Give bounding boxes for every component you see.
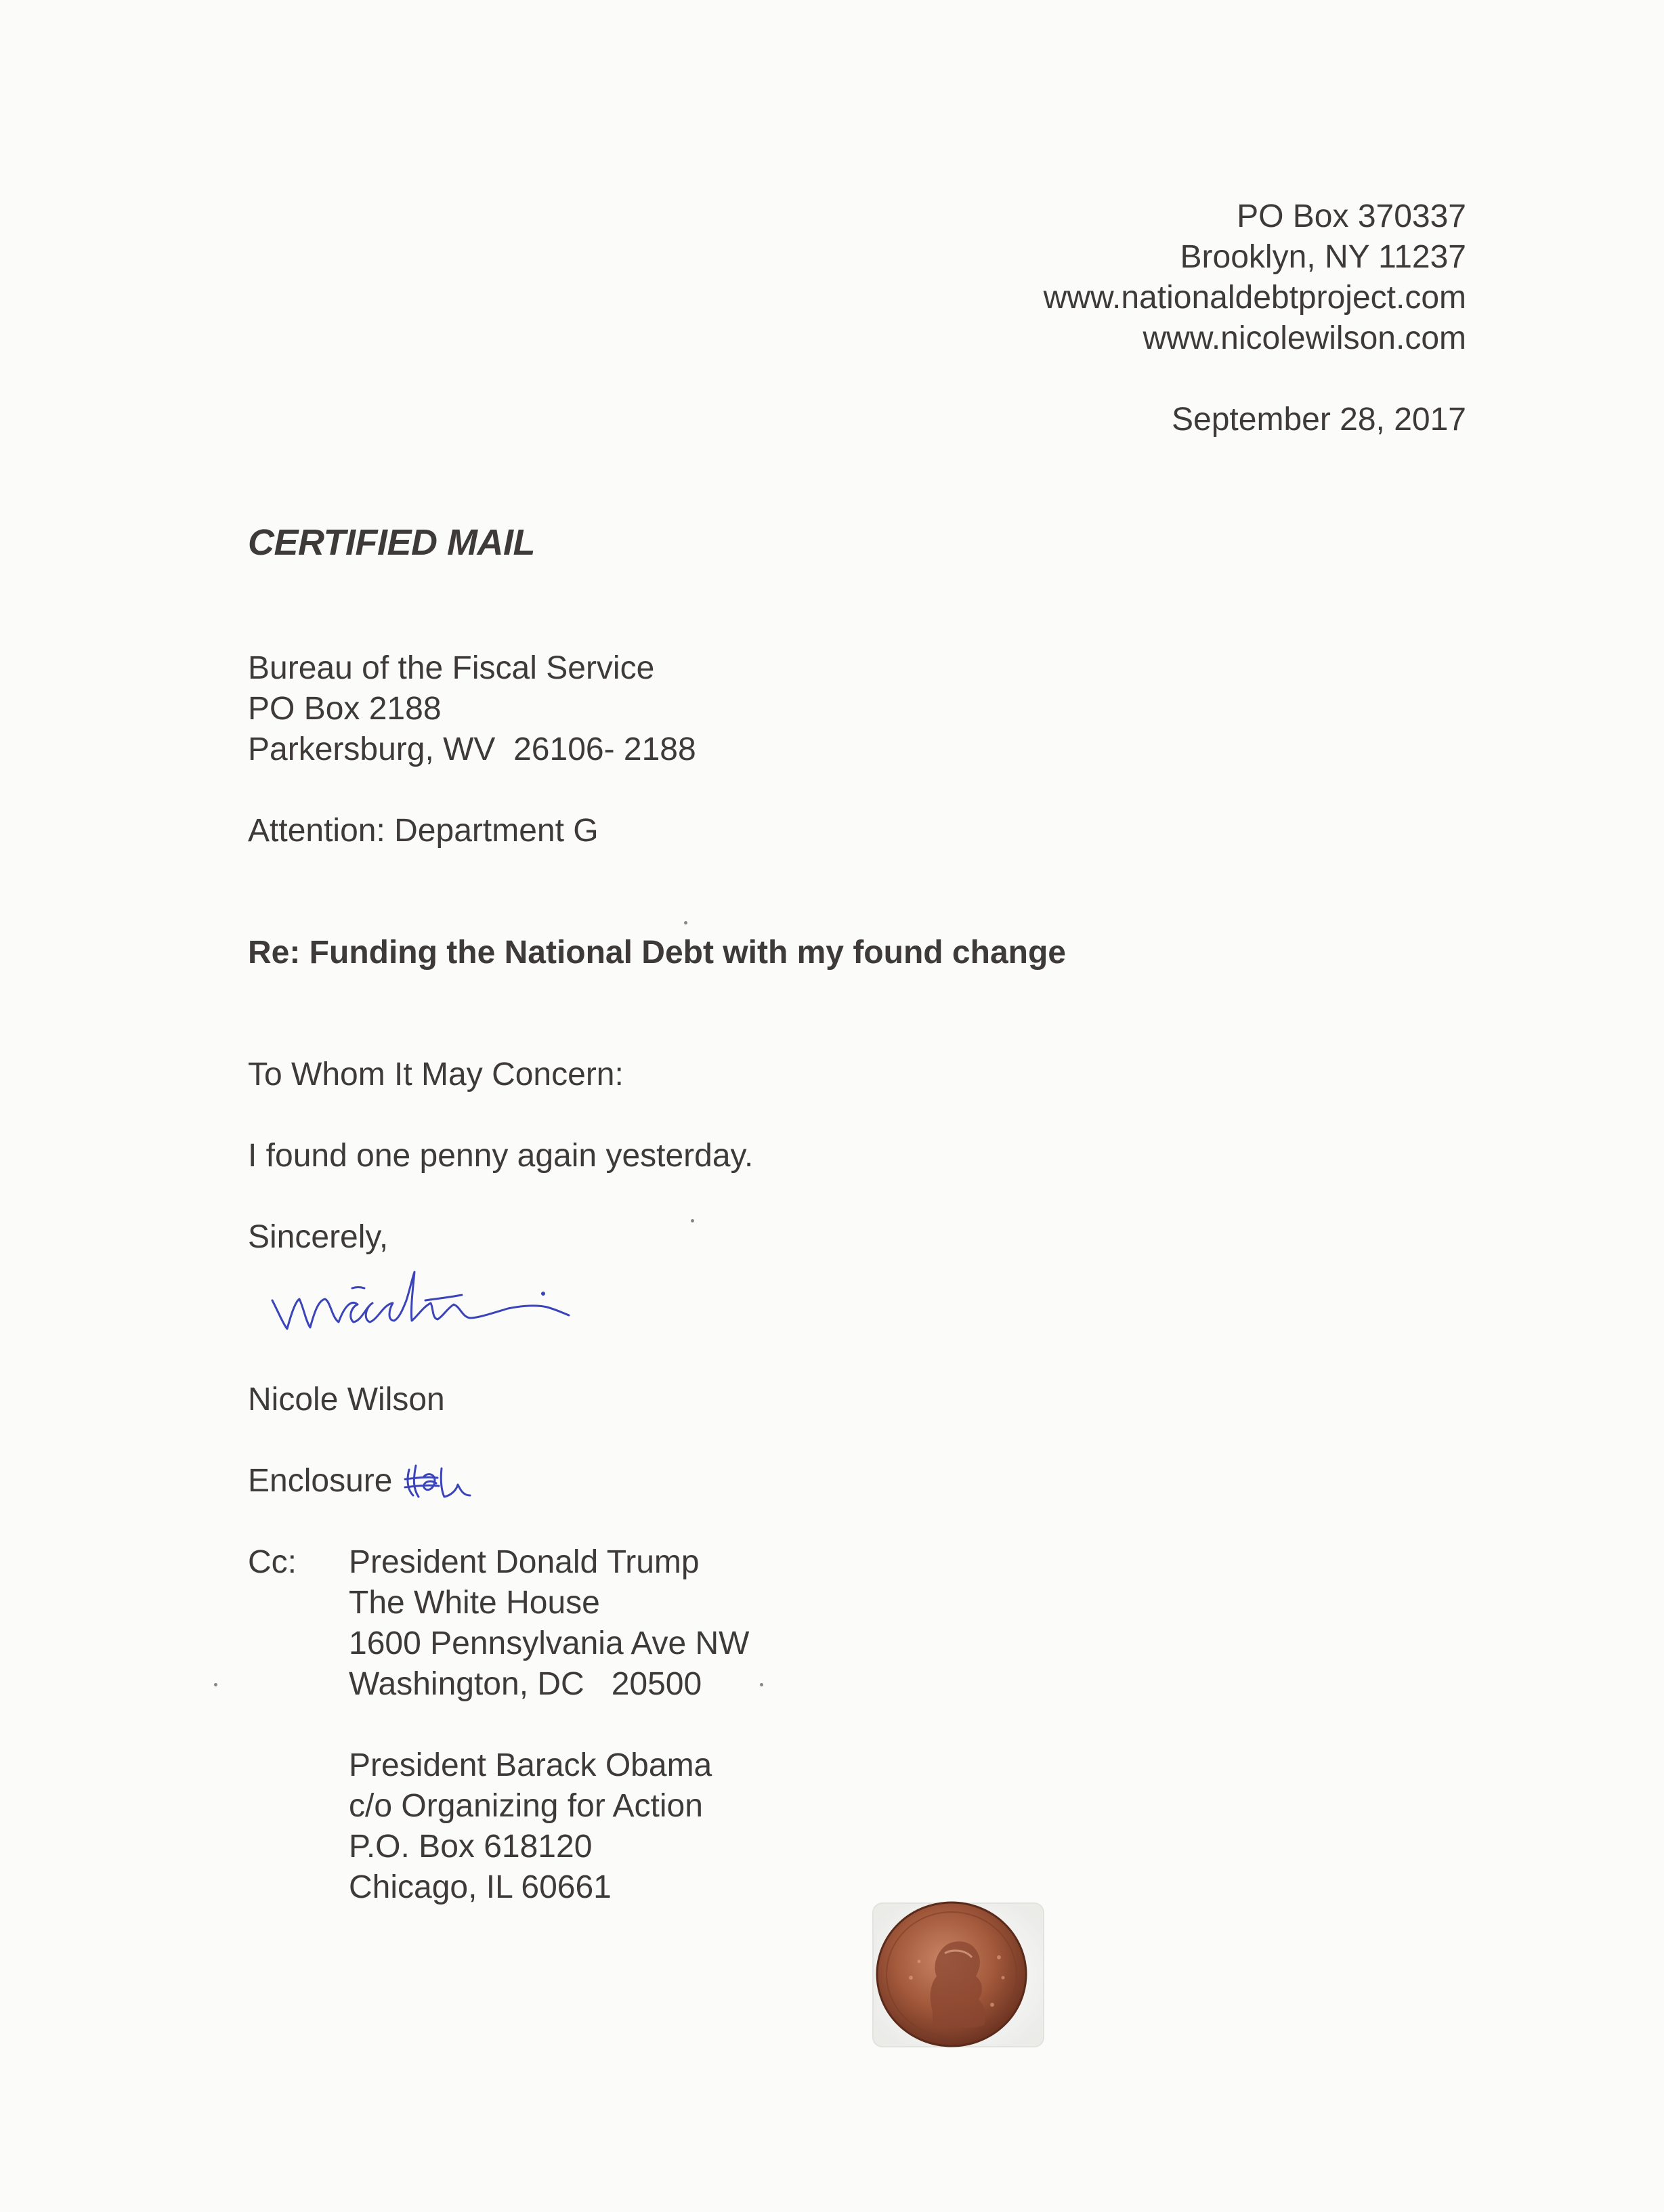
letter-date: September 28, 2017 [1172, 402, 1466, 438]
attention-line: Attention: Department G [248, 813, 599, 849]
paper-speck [760, 1683, 763, 1686]
sender-address-line1: PO Box 370337 [1237, 198, 1466, 234]
letter-body: I found one penny again yesterday. [248, 1138, 754, 1174]
enclosure-line: Enclosure [248, 1463, 393, 1499]
cc-recipient-1 [349, 1542, 749, 1705]
handwritten-signature [264, 1260, 684, 1361]
sender-website-1: www.nationaldebtproject.com [1043, 280, 1466, 316]
cc-recipient-1-line4: Washington, DC 20500 [349, 1666, 702, 1702]
penny-coin-image [870, 1896, 1046, 2052]
cc-recipient-1-line1: President Donald Trump [349, 1544, 700, 1580]
sender-website-2: www.nicolewilson.com [1143, 320, 1466, 356]
certified-mail-heading: CERTIFIED MAIL [248, 522, 535, 563]
recipient-address-block [248, 648, 696, 770]
cc-recipient-1-line2: The White House [349, 1585, 600, 1621]
paper-speck [691, 1219, 694, 1222]
cc-recipient-1-line3: 1600 Pennsylvania Ave NW [349, 1625, 750, 1661]
cc-recipient-2-line2: c/o Organizing for Action [349, 1788, 703, 1824]
enclosure-ink-scribble [404, 1456, 478, 1504]
paper-speck [214, 1683, 217, 1686]
recipient-name: Bureau of the Fiscal Service [248, 650, 655, 686]
sender-address-block [1044, 196, 1466, 359]
cc-recipient-2-line3: P.O. Box 618120 [349, 1829, 593, 1865]
recipient-address-line1: PO Box 2188 [248, 691, 442, 727]
sender-address-line2: Brooklyn, NY 11237 [1180, 239, 1466, 275]
cc-recipient-2-line1: President Barack Obama [349, 1747, 712, 1783]
cc-label: Cc: [248, 1544, 297, 1580]
cc-recipient-2-line4: Chicago, IL 60661 [349, 1869, 612, 1905]
paper-speck [684, 921, 687, 924]
subject-line: Re: Funding the National Debt with my found change [248, 935, 1066, 971]
closing: Sincerely, [248, 1219, 389, 1255]
recipient-address-line2: Parkersburg, WV 26106- 2188 [248, 731, 696, 767]
signer-name: Nicole Wilson [248, 1382, 445, 1418]
cc-recipient-2 [349, 1745, 712, 1908]
salutation: To Whom It May Concern: [248, 1057, 624, 1092]
